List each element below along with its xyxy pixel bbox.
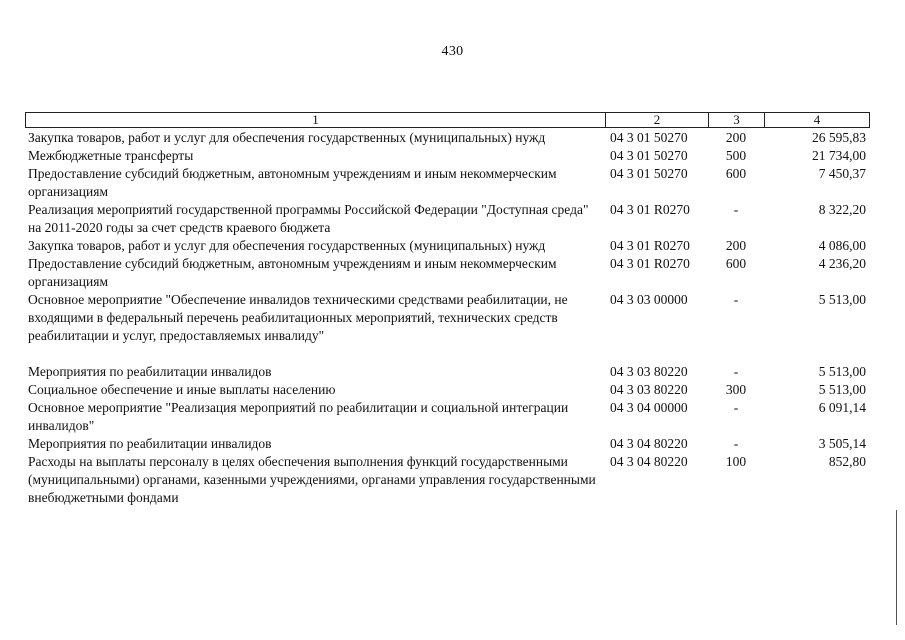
row-code: 04 3 01 50270 <box>610 148 688 163</box>
row-code: 04 3 01 50270 <box>610 166 688 181</box>
row-name: Основное мероприятие "Реализация мероприятий по реабилитации и социальной интеграции инвалидов" <box>28 400 569 433</box>
page-number: 430 <box>441 44 464 59</box>
row-name: Социальное обеспечение и иные выплаты населению <box>28 382 336 397</box>
header-col-amount: 4 <box>813 112 821 127</box>
row-name: Мероприятия по реабилитации инвалидов <box>28 436 272 451</box>
row-name: Предоставление субсидий бюджетным, автономным учреждениям и иным некоммерческим организациям <box>28 256 557 289</box>
row-type: 200 <box>725 238 747 253</box>
table-row <box>25 381 870 399</box>
row-amount: 4 236,20 <box>818 256 866 271</box>
row-amount: 5 513,00 <box>818 382 866 397</box>
row-name: Мероприятия по реабилитации инвалидов <box>28 364 272 379</box>
row-amount: 3 505,14 <box>818 436 866 451</box>
row-type: - <box>733 292 739 307</box>
row-code: 04 3 01 R0270 <box>610 256 690 271</box>
row-type: - <box>733 364 739 379</box>
row-amount: 6 091,14 <box>818 400 866 415</box>
header-col-name: 1 <box>26 113 606 127</box>
row-type: - <box>733 400 739 415</box>
table-row <box>25 435 870 453</box>
row-code: 04 3 04 80220 <box>610 436 688 451</box>
row-code: 04 3 04 80220 <box>610 454 688 469</box>
row-code: 04 3 03 80220 <box>610 382 688 397</box>
row-code: 04 3 01 R0270 <box>610 238 690 253</box>
row-name: Закупка товаров, работ и услуг для обеспечения государственных (муниципальных) нужд <box>28 238 546 253</box>
table-row <box>25 147 870 165</box>
table-row <box>25 129 870 147</box>
row-amount: 26 595,83 <box>812 130 866 145</box>
row-type: 500 <box>725 148 747 163</box>
table-body <box>25 129 870 507</box>
row-name: Межбюджетные трансферты <box>28 148 194 163</box>
row-amount: 4 086,00 <box>818 238 866 253</box>
row-amount: 5 513,00 <box>818 364 866 379</box>
row-amount: 21 734,00 <box>812 148 866 163</box>
header-col-type: 3 <box>709 113 765 127</box>
row-code: 04 3 03 80220 <box>610 364 688 379</box>
row-type: 100 <box>725 454 747 469</box>
row-amount: 8 322,20 <box>818 202 866 217</box>
row-code: 04 3 01 50270 <box>610 130 688 145</box>
row-code: 04 3 01 R0270 <box>610 202 690 217</box>
table-row <box>25 201 870 237</box>
table-row <box>25 255 870 291</box>
row-name: Предоставление субсидий бюджетным, автономным учреждениям и иным некоммерческим организациям <box>28 166 557 199</box>
scan-edge-mark <box>896 510 897 625</box>
row-name: Закупка товаров, работ и услуг для обеспечения государственных (муниципальных) нужд <box>28 130 546 145</box>
row-type: - <box>733 436 739 451</box>
row-name: Основное мероприятие "Обеспечение инвалидов техническими средствами реабилитации, не входящими в федеральный перечень реабилитационных мероприятий, технических средств реабилитации и услуг, предоставляемых инвалиду" <box>28 292 568 343</box>
row-type: 300 <box>725 382 747 397</box>
table-row <box>25 291 870 345</box>
row-amount: 7 450,37 <box>818 166 866 181</box>
table-row <box>25 453 870 507</box>
table-row <box>25 363 870 381</box>
row-type: 600 <box>725 256 747 271</box>
row-amount: 852,80 <box>828 454 866 469</box>
row-code: 04 3 04 00000 <box>610 400 688 415</box>
table-row <box>25 165 870 201</box>
row-type: 600 <box>725 166 747 181</box>
table-header <box>25 112 870 128</box>
row-name: Расходы на выплаты персоналу в целях обеспечения выполнения функций государственными (муниципальными) органами, казенными учреждениями, органами управления государственными внебюджетными фондами <box>28 454 596 505</box>
header-col-code: 2 <box>606 113 709 127</box>
row-code: 04 3 03 00000 <box>610 292 688 307</box>
table-row <box>25 399 870 435</box>
row-type: 200 <box>725 130 747 145</box>
row-name: Реализация мероприятий государственной программы Российской Федерации "Доступная среда" на 2011-2020 годы за счет средств краевого бюджета <box>28 202 589 235</box>
row-amount: 5 513,00 <box>818 292 866 307</box>
table-row <box>25 237 870 255</box>
row-type: - <box>733 202 739 217</box>
